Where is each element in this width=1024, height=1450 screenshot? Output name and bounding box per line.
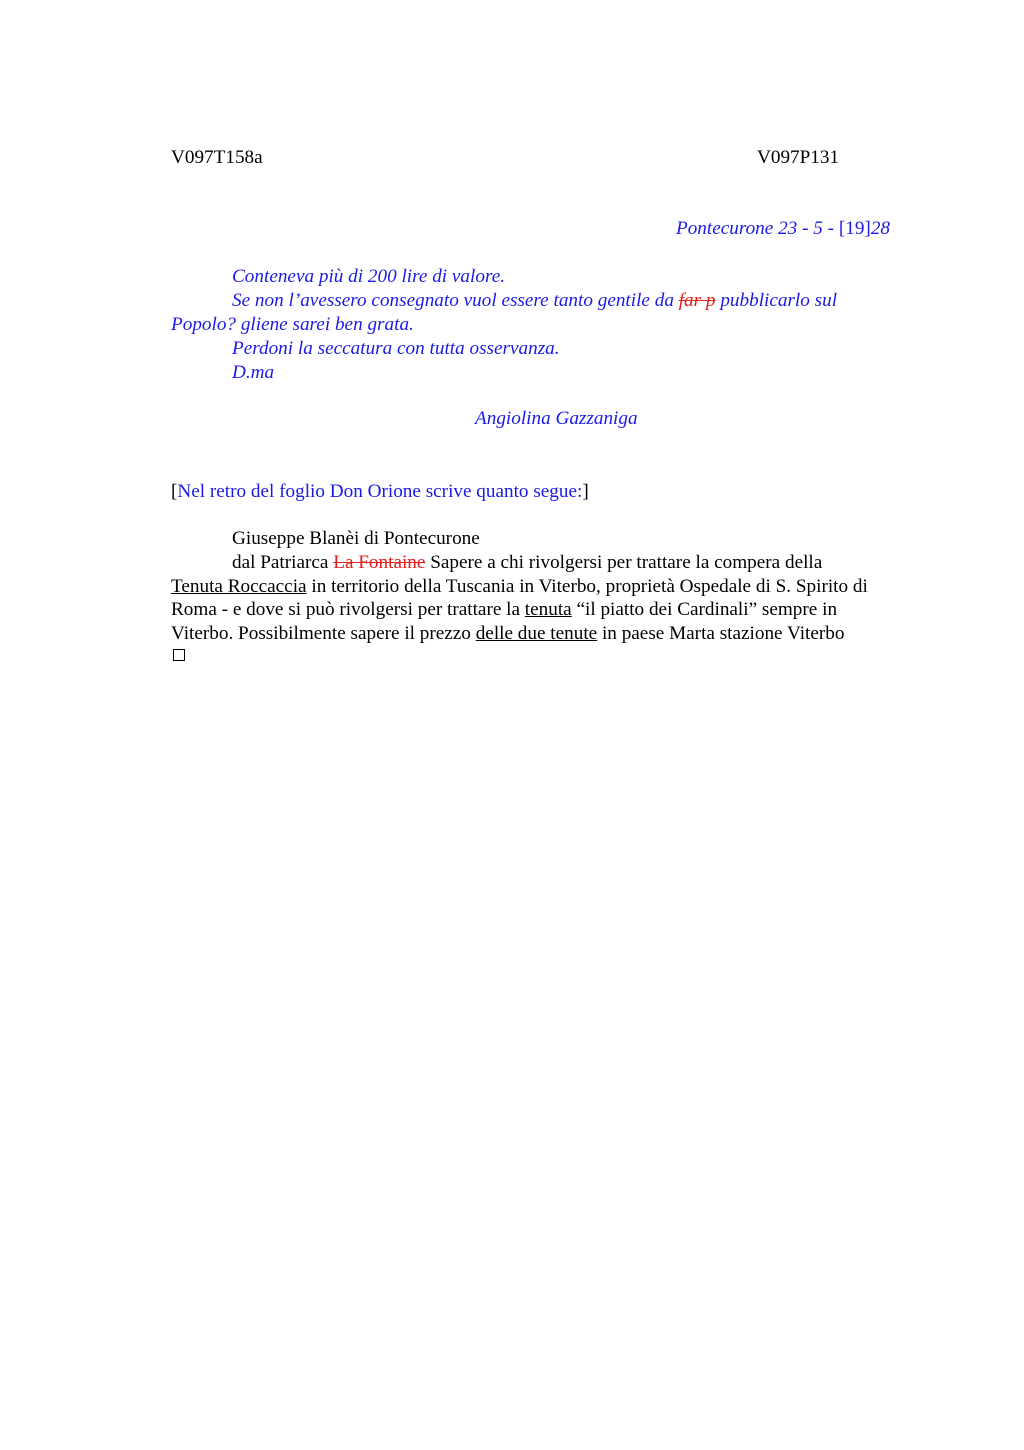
end-marker-square-icon <box>173 649 185 661</box>
header-left-code: V097T158a <box>171 147 263 168</box>
verso-underlined-tenuta: tenuta <box>524 599 572 620</box>
letter-line-5: D.ma <box>232 362 275 383</box>
editorial-note <box>171 480 589 504</box>
letter-line-2 <box>232 289 837 313</box>
letter-line-2-start: Se non l’avessero consegnato vuol essere tanto gentile da <box>232 290 679 311</box>
date-year-suffix: 28 <box>870 218 890 239</box>
letter-line-4: Perdoni la seccatura con tutta osservanza. <box>232 338 560 359</box>
verso-struck-text: La Fontaine <box>333 552 426 573</box>
verso-line-4 <box>171 598 837 622</box>
verso-line-5-end: in paese Marta stazione Viterbo <box>597 623 845 644</box>
letter-date <box>676 217 890 241</box>
verso-underlined-due-tenute: delle due tenute <box>475 623 598 644</box>
verso-line-5-start: Viterbo. Possibilmente sapere il prezzo <box>171 623 476 644</box>
verso-line-2-start: dal Patriarca <box>232 552 334 573</box>
editorial-open-bracket: [ <box>171 481 178 502</box>
letter-line-1: Conteneva più di 200 lire di valore. <box>232 266 506 287</box>
letter-struck-text: far p <box>678 290 716 311</box>
verso-line-4-start: Roma - e dove si può rivolgersi per trattare la <box>171 599 525 620</box>
letter-line-2-end: pubblicarlo sul <box>715 290 838 311</box>
letter-signature: Angiolina Gazzaniga <box>475 408 638 429</box>
editorial-note-text: Nel retro del foglio Don Orione scrive quanto segue: <box>177 481 583 502</box>
verso-line-3 <box>171 575 868 599</box>
verso-line-3-end: in territorio della Tuscania in Viterbo, proprietà Ospedale di S. Spirito di <box>306 576 868 597</box>
verso-underlined-tenuta-roccaccia: Tenuta Roccaccia <box>171 576 307 597</box>
letter-line-3: Popolo? gliene sarei ben grata. <box>171 314 414 335</box>
editorial-close-bracket: ] <box>582 481 589 502</box>
verso-line-1: Giuseppe Blanèi di Pontecurone <box>232 528 480 549</box>
date-bracket: [19] <box>838 218 871 239</box>
verso-line-2-end: Sapere a chi rivolgersi per trattare la compera della <box>425 552 823 573</box>
header-right-code: V097P131 <box>757 147 840 168</box>
verso-line-5 <box>171 622 844 646</box>
date-prefix: Pontecurone 23 - 5 - <box>675 218 839 239</box>
verso-line-4-end: “il piatto dei Cardinali” sempre in <box>571 599 838 620</box>
verso-line-2 <box>232 551 822 575</box>
